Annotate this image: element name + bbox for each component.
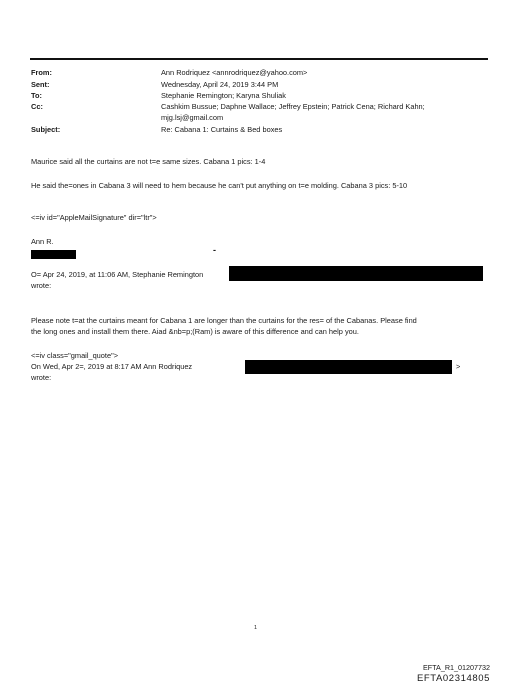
cc-value-line2: mjg.lsj@gmail.com: [161, 113, 224, 122]
sent-value: Wednesday, April 24, 2019 3:44 PM: [161, 80, 279, 89]
to-value: Stephanie Remington; Karyna Shuliak: [161, 91, 286, 100]
from-label: From:: [31, 68, 52, 77]
body-paragraph-2: He said the=ones in Cabana 3 will need to hem because he can't put anything on t=e molding. Cabana 3 pics: 5-10: [31, 181, 408, 190]
quote1-line2: wrote:: [31, 281, 52, 290]
signature-div-code: <=iv id="AppleMailSignature" dir="ltr">: [31, 213, 157, 222]
body-paragraph-3-line1: Please note t=at the curtains meant for Cabana 1 are longer than the curtains for the res= of the Cabanas. Please find: [31, 316, 417, 325]
bates-number-2: EFTA02314805: [416, 673, 490, 684]
body-paragraph-3-line2: the long ones and install them there. Aiad &nb=p;(Ram) is aware of this difference and can help you.: [31, 327, 359, 336]
gmail-quote-div-code: <=iv class="gmail_quote">: [31, 351, 119, 360]
quote2-gt: >: [456, 362, 461, 371]
dash-mark: -: [213, 245, 216, 255]
bates-number-1: EFTA_R1_01207732: [423, 663, 490, 672]
signature-name: Ann R.: [31, 237, 54, 246]
subject-label: Subject:: [31, 125, 61, 134]
body-paragraph-1: Maurice said all the curtains are not t=e same sizes. Cabana 1 pics: 1-4: [31, 157, 266, 166]
page-number: 1: [254, 625, 258, 631]
redaction-box: [245, 360, 452, 374]
from-value: Ann Rodriquez <annrodriquez@yahoo.com>: [161, 68, 308, 77]
cc-label: Cc:: [31, 102, 43, 111]
to-label: To:: [31, 91, 42, 100]
redaction-box: [31, 250, 76, 259]
quote2-line1: On Wed, Apr 2=, 2019 at 8:17 AM Ann Rodriquez: [31, 362, 193, 371]
header-rule: [30, 58, 488, 60]
redaction-box: [229, 266, 483, 281]
cc-value-line1: Cashkim Bussue; Daphne Wallace; Jeffrey Epstein; Patrick Cena; Richard Kahn;: [161, 102, 425, 111]
sent-label: Sent:: [31, 80, 50, 89]
quote1-line1: O= Apr 24, 2019, at 11:06 AM, Stephanie Remington: [31, 270, 204, 279]
quote2-line2: wrote:: [31, 373, 52, 382]
subject-value: Re: Cabana 1: Curtains & Bed boxes: [161, 125, 283, 134]
